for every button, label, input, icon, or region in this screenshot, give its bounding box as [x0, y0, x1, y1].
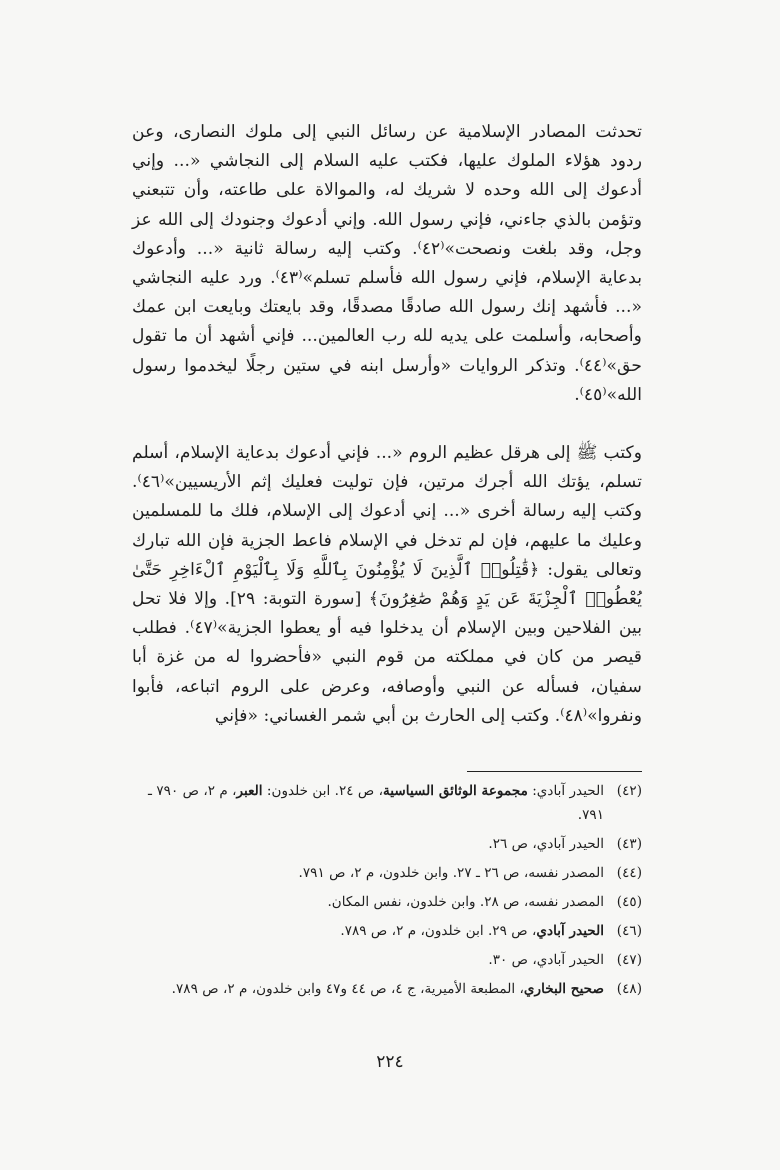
footnote [132, 890, 642, 914]
footnote-text: الحيدر آبادي، ص ٢٩. ابن خلدون، م ٢، ص ٧٨٩. [340, 923, 604, 939]
footnote-text: الحيدر آبادي، ص ٣٠. [488, 952, 604, 968]
footnote-text: المصدر نفسه، ص ٢٨. وابن خلدون، نفس المكان. [327, 894, 604, 910]
footnote-text: الحيدر آبادي: مجموعة الوثائق السياسية، ص ٢٤. ابن خلدون: العبر، م ٢، ص ٧٩٠ ـ ٧٩١. [148, 783, 604, 823]
page-number: ٢٢٤ [376, 1052, 404, 1072]
footnote [132, 948, 642, 972]
paragraph-1: تحدثت المصادر الإسلامية عن رسائل النبي إلى ملوك النصارى، وعن ردود هؤلاء الملوك عليها، فكتب عليه السلام إلى النجاشي «... وإني أدعوك إلى الله وحده لا شريك له، والموالاة على طاعته، وأن تتبعني وتؤمن بالذي جاءني، فإني رسول الله. وإني أدعوك وجنودك إلى الله عز وجل، وقد بلغت ونصحت»⁽٤٢⁾. وكتب إليه رسالة ثانية «... وأدعوك بدعاية الإسلام، فإني رسول الله فأسلم تسلم»⁽٤٣⁾. ورد عليه النجاشي «... فأشهد إنك رسول الله صادقًا مصدقًا، وقد بايعتك وبايعت ابن عمك وأصحابه، وأسلمت على يديه لله رب العالمين... فإني أشهد أن ما تقول حق»⁽٤٤⁾. وتذكر الروايات «وأرسل ابنه في ستين رجلًا ليخدموا رسول الله»⁽٤٥⁾. [132, 122, 642, 405]
footnote [132, 919, 642, 943]
footnote-text: الحيدر آبادي، ص ٢٦. [488, 836, 604, 852]
footnote-number: (٤٦) [616, 923, 642, 939]
footnote-number: (٤٣) [616, 836, 642, 852]
footnote-separator [467, 771, 642, 772]
footnote-text: صحيح البخاري، المطبعة الأميرية، ج ٤، ص ٤٤ و٤٧ وابن خلدون، م ٢، ص ٧٨٩. [171, 981, 604, 997]
main-text [132, 118, 642, 731]
footnote-number: (٤٧) [616, 952, 642, 968]
footnote [132, 861, 642, 885]
paragraph-2: وكتب ﷺ إلى هرقل عظيم الروم «... فإني أدعوك بدعاية الإسلام، أسلم تسلم، يؤتك الله أجرك مرتين، فإن توليت فعليك إثم الأريسيين»⁽٤٦⁾. وكتب إليه رسالة أخرى «... إني أدعوك إلى الإسلام، فلك ما للمسلمين وعليك ما عليهم، فإن لم تدخل في الإسلام فاعط الجزية فإن الله تبارك وتعالى يقول: ﴿قَٰتِلُوا۟ ٱلَّذِينَ لَا يُؤْمِنُونَ بِٱللَّهِ وَلَا بِٱلْيَوْمِ ٱلْءَاخِرِ حَتَّىٰ يُعْطُوا۟ ٱلْجِزْيَةَ عَن يَدٍ وَهُمْ صَٰغِرُونَ﴾ [سورة التوبة: ٢٩]. وإلا فلا تحل بين الفلاحين وبين الإسلام أن يدخلوا فيه أو يعطوا الجزية»⁽٤٧⁾. فطلب قيصر من كان في مملكته من قوم النبي «فأحضروا له من غزة أبا سفيان، فسأله عن النبي وأوصافه، وعرض على الروم اتباعه، فأبوا ونفروا»⁽٤٨⁾. وكتب إلى الحارث بن أبي شمر الغساني: «فإني [132, 443, 642, 726]
footnote-text: المصدر نفسه، ص ٢٦ ـ ٢٧. وابن خلدون، م ٢، ص ٧٩١. [298, 865, 604, 881]
footnote [132, 832, 642, 856]
footnote [132, 779, 642, 827]
footnote-number: (٤٤) [616, 865, 642, 881]
footnote [132, 977, 642, 1001]
footnote-number: (٤٥) [616, 894, 642, 910]
footnote-number: (٤٢) [616, 783, 642, 799]
footnote-number: (٤٨) [616, 981, 642, 997]
footnotes [132, 779, 642, 1006]
